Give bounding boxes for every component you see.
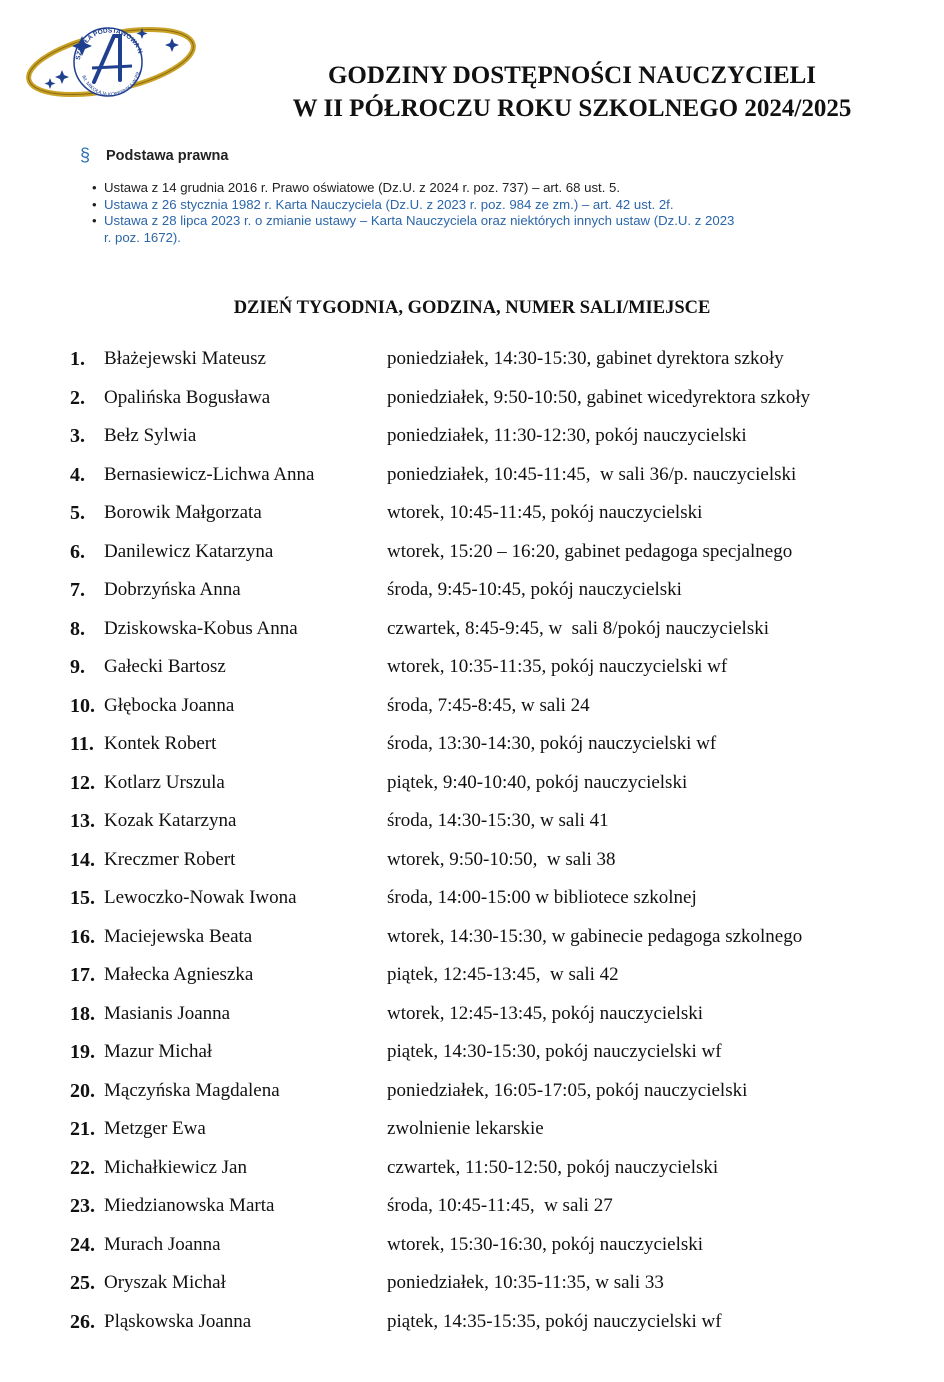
teacher-availability: piątek, 14:30-15:30, pokój nauczycielski wf [387, 1041, 722, 1062]
teacher-row [0, 961, 944, 1000]
teacher-name: Miedzianowska Marta [104, 1195, 275, 1216]
teacher-availability: zwolnienie lekarskie [387, 1118, 544, 1139]
logo-text-bottom: IM. MIKOŁAJA KOPERNIKA W PIŁ [80, 70, 142, 99]
teacher-number: 20. [70, 1079, 95, 1102]
teacher-row [0, 576, 944, 615]
teacher-availability: czwartek, 8:45-9:45, w sali 8/pokój nauczycielski [387, 617, 770, 639]
teacher-name: Małecka Agnieszka [104, 964, 254, 985]
teacher-name: Lewoczko-Nowak Iwona [104, 887, 297, 908]
teacher-row [0, 461, 944, 500]
teacher-availability: środa, 13:30-14:30, pokój nauczycielski wf [387, 733, 717, 754]
teacher-list [0, 345, 944, 1346]
teacher-row [0, 1077, 944, 1116]
teacher-number: 13. [70, 810, 95, 832]
teacher-availability: piątek, 12:45-13:45, w sali 42 [387, 964, 619, 985]
teacher-name: Kontek Robert [104, 733, 217, 754]
teacher-availability: poniedziałek, 16:05-17:05, pokój nauczycielski [387, 1079, 748, 1101]
teacher-name: Dobrzyńska Anna [104, 579, 241, 600]
teacher-number: 16. [70, 925, 95, 948]
teacher-name: Bełz Sylwia [104, 425, 197, 446]
teacher-row [0, 1000, 944, 1039]
teacher-availability: wtorek, 15:30-16:30, pokój nauczycielski [387, 1233, 704, 1255]
teacher-row [0, 1192, 944, 1231]
teacher-row [0, 1154, 944, 1193]
section-heading: DZIEŃ TYGODNIA, GODZINA, NUMER SALI/MIEJSCE [233, 298, 711, 318]
teacher-number: 4. [70, 463, 85, 486]
teacher-availability: poniedziałek, 10:45-11:45, w sali 36/p. nauczycielski [387, 463, 797, 485]
teacher-number: 19. [70, 1041, 95, 1063]
teacher-number: 5. [70, 502, 85, 524]
paragraph-icon: § [80, 145, 91, 165]
teacher-row [0, 1269, 944, 1308]
teacher-number: 26. [70, 1310, 95, 1333]
school-logo-emblem [22, 18, 200, 106]
teacher-number: 11. [70, 733, 94, 755]
teacher-name: Bernasiewicz-Lichwa Anna [104, 463, 315, 485]
teacher-number: 9. [70, 656, 85, 678]
teacher-availability: poniedziałek, 14:30-15:30, gabinet dyrektora szkoły [387, 348, 784, 369]
teacher-row [0, 923, 944, 962]
legal-basis-item: • Ustawa z 14 grudnia 2016 r. Prawo oświatowe (Dz.U. z 2024 r. poz. 737) – art. 68 ust. 5. [104, 180, 744, 197]
teacher-number: 25. [70, 1272, 95, 1294]
teacher-name: Mączyńska Magdalena [104, 1079, 280, 1101]
teacher-number: 3. [70, 425, 85, 447]
teacher-availability: środa, 7:45-8:45, w sali 24 [387, 694, 590, 716]
teacher-name: Kozak Katarzyna [104, 810, 237, 831]
teacher-name: Kreczmer Robert [104, 848, 236, 870]
teacher-row [0, 422, 944, 461]
teacher-number: 6. [70, 540, 85, 563]
teacher-availability: środa, 14:30-15:30, w sali 41 [387, 810, 609, 831]
teacher-availability: środa, 9:45-10:45, pokój nauczycielski [387, 579, 682, 600]
teacher-availability: środa, 14:00-15:00 w bibliotece szkolnej [387, 887, 697, 908]
page-title-line1: GODZINY DOSTĘPNOŚCI NAUCZYCIELI [327, 62, 817, 89]
teacher-number: 14. [70, 848, 95, 871]
teacher-name: Maciejewska Beata [104, 925, 253, 947]
teacher-availability: wtorek, 9:50-10:50, w sali 38 [387, 848, 616, 870]
teacher-availability: wtorek, 10:45-11:45, pokój nauczycielski [387, 502, 703, 523]
teacher-number: 10. [70, 694, 95, 717]
teacher-availability: poniedziałek, 10:35-11:35, w sali 33 [387, 1272, 664, 1293]
teacher-row [0, 692, 944, 731]
teacher-number: 8. [70, 617, 85, 640]
teacher-number: 17. [70, 964, 95, 986]
teacher-availability: środa, 10:45-11:45, w sali 27 [387, 1195, 613, 1216]
teacher-number: 2. [70, 386, 85, 409]
teacher-name: Mazur Michał [104, 1041, 213, 1062]
teacher-number: 24. [70, 1233, 95, 1256]
teacher-row [0, 499, 944, 538]
teacher-row [0, 615, 944, 654]
teacher-name: Danilewicz Katarzyna [104, 540, 274, 562]
teacher-availability: piątek, 9:40-10:40, pokój nauczycielski [387, 771, 688, 793]
logo-text-top: SZKOŁA PODSTAWOWA N [74, 27, 144, 61]
legal-basis-item[interactable]: • Ustawa z 28 lipca 2023 r. o zmianie ustawy – Karta Nauczyciela oraz niektórych innych ustaw (Dz.U. z 2023 r. poz. 1672). [104, 213, 744, 246]
teacher-name: Pląskowska Joanna [104, 1310, 252, 1332]
teacher-availability: wtorek, 10:35-11:35, pokój nauczycielski wf [387, 656, 728, 677]
legal-basis-box [80, 145, 780, 246]
teacher-availability: piątek, 14:35-15:35, pokój nauczycielski wf [387, 1310, 722, 1332]
teacher-name: Błażejewski Mateusz [104, 348, 266, 369]
teacher-row [0, 807, 944, 846]
teacher-row [0, 345, 944, 384]
teacher-row [0, 730, 944, 769]
teacher-number: 7. [70, 579, 85, 601]
teacher-number: 23. [70, 1195, 95, 1217]
teacher-availability: poniedziałek, 11:30-12:30, pokój nauczycielski [387, 425, 747, 446]
teacher-row [0, 1115, 944, 1154]
legal-basis-item[interactable]: • Ustawa z 26 stycznia 1982 r. Karta Nauczyciela (Dz.U. z 2023 r. poz. 984 ze zm.) – art. 42 ust. 2f. [104, 197, 744, 214]
teacher-name: Borowik Małgorzata [104, 502, 262, 523]
legal-basis-list [80, 180, 780, 246]
teacher-availability: poniedziałek, 9:50-10:50, gabinet wicedyrektora szkoły [387, 386, 811, 408]
legal-basis-header [80, 145, 780, 166]
teacher-row [0, 846, 944, 885]
teacher-availability: wtorek, 12:45-13:45, pokój nauczycielski [387, 1002, 704, 1024]
teacher-availability: wtorek, 14:30-15:30, w gabinecie pedagoga szkolnego [387, 925, 803, 947]
teacher-availability: wtorek, 15:20 – 16:20, gabinet pedagoga specjalnego [387, 540, 793, 562]
teacher-number: 22. [70, 1156, 95, 1179]
teacher-number: 18. [70, 1002, 95, 1025]
teacher-number: 1. [70, 348, 85, 370]
teacher-row [0, 1231, 944, 1270]
teacher-row [0, 884, 944, 923]
teacher-name: Dziskowska-Kobus Anna [104, 617, 298, 639]
teacher-number: 15. [70, 887, 95, 909]
teacher-number: 21. [70, 1118, 95, 1140]
teacher-availability: czwartek, 11:50-12:50, pokój nauczycielski [387, 1156, 719, 1178]
teacher-name: Metzger Ewa [104, 1118, 206, 1139]
teacher-name: Michałkiewicz Jan [104, 1156, 247, 1178]
page-title-line2: W II PÓŁROCZU ROKU SZKOLNEGO 2024/2025 [292, 95, 852, 122]
teacher-name: Oryszak Michał [104, 1272, 226, 1293]
teacher-row [0, 1038, 944, 1077]
teacher-row [0, 538, 944, 577]
teacher-number: 12. [70, 771, 95, 794]
teacher-name: Opalińska Bogusława [104, 386, 271, 408]
teacher-name: Masianis Joanna [104, 1002, 231, 1024]
teacher-row [0, 1308, 944, 1347]
teacher-row [0, 769, 944, 808]
school-logo [22, 18, 200, 106]
teacher-name: Gałecki Bartosz [104, 656, 226, 677]
teacher-name: Głębocka Joanna [104, 694, 235, 716]
legal-basis-heading: Podstawa prawna [106, 147, 229, 164]
teacher-name: Murach Joanna [104, 1233, 221, 1255]
teacher-name: Kotlarz Urszula [104, 771, 225, 793]
teacher-row [0, 653, 944, 692]
teacher-row [0, 384, 944, 423]
